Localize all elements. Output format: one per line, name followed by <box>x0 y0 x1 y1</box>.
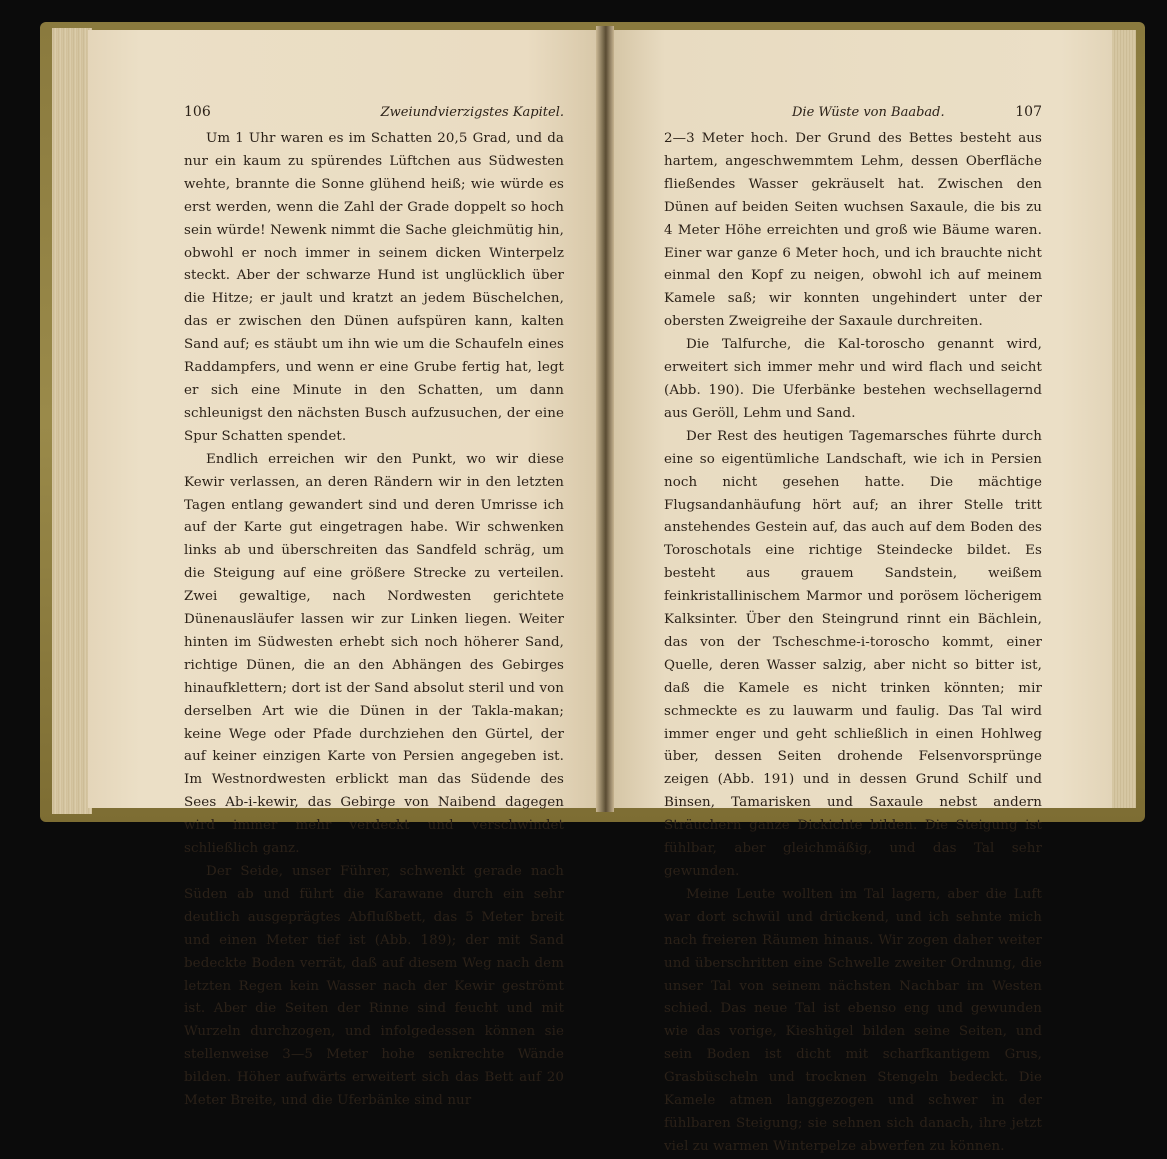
page-edges-right <box>1110 30 1136 808</box>
paragraph: Endlich erreichen wir den Punkt, wo wir diese Kewir verlassen, an deren Rändern wir in den letzten Tagen entlang gewandert sind und deren Umrisse ich auf der Karte gut eingetragen habe. Wir schwenken links ab und überschreiten das Sandfeld schräg, um die Steigung auf eine größere Strecke zu verteilen. Zwei gewaltige, nach Nordwesten gerichtete Dünenausläufer lassen wir zur Linken liegen. Weiter hinten im Südwesten erhebt sich noch höherer Sand, richtige Dünen, die an den Abhängen des Gebirges hinaufklettern; dort ist der Sand absolut steril und von derselben Art wie die Dünen in der Takla-makan; keine Wege oder Pfade durchziehen den Gürtel, der auf keiner einzigen Karte von Persien angegeben ist. Im Westnordwesten erblickt man das Südende des Sees Ab-i-kewir, das Gebirge von Naibend dagegen wird immer mehr verdeckt und verschwindet schließlich ganz. <box>184 451 564 857</box>
paragraph: Um 1 Uhr waren es im Schatten 20,5 Grad, und da nur ein kaum zu spürendes Lüftchen aus Südwesten wehte, brannte die Sonne glühend heiß; wie würde es erst werden, wenn die Zahl der Grade doppelt so hoch sein würde! Newenk nimmt die Sache gleichmütig hin, obwohl er noch immer in seinem dicken Winterpelz steckt. Aber der schwarze Hund ist unglücklich über die Hitze; er jault und kratzt an jedem Büschelchen, das er zwischen den Dünen aufspüren kann, kalten Sand auf; es stäubt um ihn wie um die Schaufeln eines Raddampfers, und wenn er eine Grube fertig hat, legt er sich eine Minute in den Schatten, um dann schleunigst den nächsten Busch aufzusuchen, der eine Spur Schatten spendet. <box>184 131 564 444</box>
page-body <box>664 128 1042 1159</box>
paragraph: 2—3 Meter hoch. Der Grund des Bettes besteht aus hartem, angeschwemmtem Lehm, dessen Oberfläche fließendes Wasser gekräuselt hat. Zwischen den Dünen auf beiden Seiten wuchsen Saxaule, die bis zu 4 Meter Höhe erreichten und groß wie Bäume waren. Einer war ganze 6 Meter hoch, und ich brauchte nicht einmal den Kopf zu neigen, obwohl ich auf meinem Kamele saß; wir konnten ungehindert unter der obersten Zweigreihe der Saxaule durchreiten. <box>664 131 1042 330</box>
paragraph: Die Talfurche, die Kal-toroscho genannt wird, erweitert sich immer mehr und wird flach und seicht (Abb. 190). Die Uferbänke bestehen wechsellagernd aus Geröll, Lehm und Sand. <box>664 337 1042 421</box>
running-head: Zweiundvierzigstes Kapitel. <box>380 105 564 120</box>
left-page <box>88 30 604 1109</box>
paragraph: Der Seide, unser Führer, schwenkt gerade nach Süden ab und führt die Karawane durch ein sehr deutlich ausgeprägtes Abflußbett, das 5 Meter breit und einen Meter tief ist (Abb. 189); der mit Sand bedeckte Boden verrät, daß auf diesem Weg nach dem letzten Regen kein Wasser nach der Kewir geströmt ist. Aber die Seiten der Rinne sind feucht und mit Wurzeln durchzogen, und infolgedessen können sie stellenweise 3—5 Meter hohe senkrechte Wände bilden. Höher aufwärts erweitert sich das Bett auf 20 Meter Breite, und die Uferbänke sind nur <box>184 864 564 1109</box>
page-body <box>184 128 564 1113</box>
left-page-header <box>184 104 564 120</box>
page-number: 106 <box>184 104 211 120</box>
running-head: Die Wüste von Baabad. <box>792 105 945 120</box>
paragraph: Meine Leute wollten im Tal lagern, aber die Luft war dort schwül und drückend, und ich sehnte mich nach freieren Räumen hinaus. Wir zogen daher weiter und überschritten eine Schwelle zweiter Ordnung, die unser Tal von seinem nächsten Nachbar im Westen schied. Das neue Tal ist ebenso eng und gewunden wie das vorige, Kieshügel bilden seine Seiten, und sein Boden ist dicht mit scharfkantigem Grus, Grasbüscheln und trocknen Stengeln bedeckt. Die Kamele atmen langgezogen und schwer in der fühlbaren Steigung; sie sehnen sich danach, ihre jetzt viel zu warmen Winterpelze abwerfen zu können. <box>664 886 1042 1154</box>
right-page <box>604 30 1112 1154</box>
right-page-header <box>792 104 1042 120</box>
paragraph: Der Rest des heutigen Tagemarsches führte durch eine so eigentümliche Landschaft, wie ich in Persien noch nicht gesehen hatte. Die mächtige Flugsandanhäufung hört auf; an ihrer Stelle tritt anstehendes Gestein auf, das auch auf dem Boden des Toroschotals eine richtige Steindecke bildet. Es besteht aus grauem Sandstein, weißem feinkristallinischem Marmor und porösem löcherigem Kalksinter. Über den Steingrund rinnt ein Bächlein, das von der Tscheschme-i-toroscho kommt, einer Quelle, deren Wasser salzig, aber nicht so bitter ist, daß die Kamele es nicht trinken könnten; mir schmeckte es zu lauwarm und faulig. Das Tal wird immer enger und geht schließlich in einen Hohlweg über, dessen Seiten drohende Felsenvorsprünge zeigen (Abb. 191) und in dessen Grund Schilf und Binsen, Tamarisken und Saxaule nebst andern Sträuchern ganze Dickichte bilden. Die Steigung ist fühlbar, aber gleichmäßig, und das Tal sehr gewunden. <box>664 428 1042 879</box>
page-edges-left <box>52 28 92 814</box>
book-gutter <box>596 26 614 812</box>
page-number: 107 <box>1015 104 1042 120</box>
